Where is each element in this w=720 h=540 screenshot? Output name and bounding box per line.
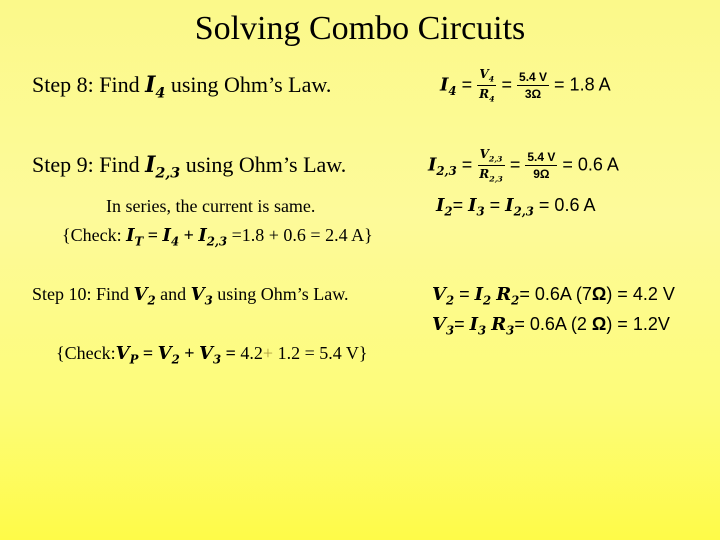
eq1-eq: =	[454, 284, 475, 304]
eq1-r: R	[496, 284, 512, 305]
eq2-i: I	[469, 314, 479, 335]
step9-frac2	[525, 151, 557, 180]
series-eq-b: I	[468, 195, 477, 216]
step9-check-plus: +	[179, 225, 199, 245]
step8-frac1-den: R	[479, 87, 490, 102]
step10-check-vp-sub: P	[129, 352, 139, 367]
step10-check-eq2: =	[221, 343, 241, 363]
step10-check-result-b: 1.2 = 5.4 V}	[273, 343, 368, 363]
step10-check-result-a: 4.2	[240, 343, 263, 363]
step9-frac1-den-sub: 2,3	[489, 174, 503, 184]
eq1-i-sub: 2	[483, 293, 492, 308]
step9-var-sub: 2,3	[155, 165, 181, 182]
series-eq-c: I	[505, 195, 514, 216]
eq1-i: I	[474, 284, 484, 305]
step9-eq-equals2: =	[504, 154, 526, 175]
step10-text	[32, 284, 349, 308]
step10-check	[56, 343, 368, 367]
eq1-lhs: V	[432, 284, 446, 305]
step10-check-vp: V	[115, 343, 130, 364]
step8-var: I	[145, 72, 156, 98]
step9-eq-lhs: I	[428, 154, 437, 176]
step9-check-it: I	[126, 225, 135, 246]
step8-suffix: using Ohm’s Law.	[165, 72, 332, 97]
step9-frac1	[477, 148, 505, 183]
step9-frac1-num-sub: 2,3	[488, 154, 503, 164]
step8-frac1-num: V	[479, 67, 489, 81]
step9-check-i4-sub: 4	[170, 234, 180, 249]
step8-frac1-den-sub: 4	[489, 94, 495, 104]
step8-equation	[440, 68, 611, 103]
slide-title: Solving Combo Circuits	[194, 10, 526, 47]
step9-text	[32, 152, 346, 181]
step9-eq-equals1: =	[456, 154, 478, 175]
eq2-result-b: ) = 1.2V	[606, 314, 670, 334]
step10-check-v2-sub: 2	[171, 352, 180, 367]
step8-eq-lhs-sub: 4	[448, 84, 457, 99]
step10-and: and	[155, 284, 191, 304]
step9-frac1-num: V	[479, 147, 489, 161]
series-eq-result: = 0.6 A	[533, 195, 596, 215]
step8-frac1-num-sub: 4	[488, 74, 495, 84]
step10-check-eq: =	[138, 343, 158, 363]
step10-v2: V	[133, 284, 148, 305]
step9-check-i4: I	[162, 225, 171, 246]
eq2-r-sub: 3	[506, 323, 515, 338]
step10-prefix: Step 10: Find	[32, 284, 134, 304]
step9-eq-lhs-sub: 2,3	[436, 164, 457, 179]
step8-text	[32, 72, 331, 101]
step9-equation	[428, 148, 619, 183]
step9-check-result: =1.8 + 0.6 = 2.4 A}	[227, 225, 373, 245]
step8-eq-result: = 1.8 A	[549, 74, 611, 95]
step10-check-v3-sub: 3	[213, 352, 222, 367]
eq1-result-b: ) = 4.2 V	[606, 284, 675, 304]
step10-check-v2: V	[157, 343, 172, 364]
step9-prefix: Step 9: Find	[32, 152, 146, 177]
step9-eq-result: = 0.6 A	[557, 154, 619, 175]
step10-v2-sub: 2	[147, 293, 156, 308]
step9-check-it-sub: T	[134, 234, 144, 249]
step9-frac1-den: R	[479, 167, 490, 182]
step8-var-sub: 4	[155, 85, 166, 102]
eq1-lhs-sub: 2	[445, 293, 455, 308]
step9-check-i23-sub: 2,3	[206, 234, 228, 249]
step8-frac1	[477, 68, 496, 103]
step10-v3: V	[190, 284, 205, 305]
step9-suffix: using Ohm’s Law.	[180, 152, 347, 177]
series-eq-a-sub: 2	[444, 204, 453, 219]
eq2-lhs-sub: 3	[445, 323, 455, 338]
eq2-eq: =	[454, 314, 470, 334]
step10-equation-v3	[432, 314, 670, 338]
step8-eq-equals1: =	[456, 74, 478, 95]
step8-eq-lhs: I	[440, 74, 449, 96]
step9-frac2-num: 5.4 V	[527, 150, 556, 165]
step10-check-plus2: +	[262, 343, 274, 363]
series-eq-a: I	[436, 195, 445, 216]
eq1-result-a: = 0.6A (7	[519, 284, 592, 304]
step10-suffix: using Ohm’s Law.	[212, 284, 349, 304]
step10-v3-sub: 3	[204, 293, 213, 308]
series-eq-c-sub: 2,3	[513, 204, 534, 219]
step9-var: I	[145, 152, 156, 178]
step9-check	[62, 225, 373, 249]
step8-frac2-den: 3Ω	[524, 87, 542, 102]
step8-prefix: Step 8: Find	[32, 72, 146, 97]
eq2-omega: Ω	[591, 314, 607, 334]
step9-series-note: In series, the current is same.	[106, 196, 316, 216]
step10-check-v3: V	[199, 343, 213, 364]
step10-check-plus: +	[179, 343, 200, 363]
series-eq-b-sub: 3	[476, 204, 485, 219]
step8-frac2-num: 5.4 V	[519, 70, 548, 85]
step9-frac2-den: 9Ω	[533, 167, 550, 182]
step9-check-i23: I	[198, 225, 207, 246]
eq1-r-sub: 2	[511, 293, 520, 308]
eq2-lhs: V	[432, 314, 446, 335]
step9-check-eq: =	[143, 225, 163, 245]
eq1-omega: Ω	[591, 284, 607, 304]
step8-frac2	[517, 71, 549, 100]
step9-series-equation	[436, 195, 595, 219]
step10-check-open: {Check:	[56, 343, 116, 363]
step10-equation-v2	[432, 284, 675, 308]
series-eq-eq1: =	[452, 195, 469, 215]
eq2-result-a: = 0.6A (2	[514, 314, 592, 334]
step8-eq-equals2: =	[496, 74, 518, 95]
eq2-i-sub: 3	[478, 323, 487, 338]
series-eq-eq2: =	[484, 195, 506, 215]
eq2-r: R	[491, 314, 507, 335]
step9-check-open: {Check:	[62, 225, 127, 245]
